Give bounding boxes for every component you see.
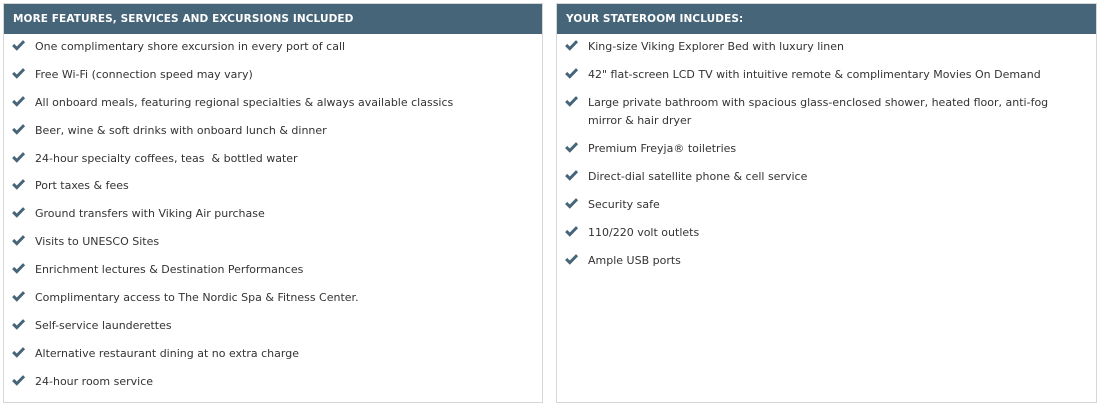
list-item [557, 38, 1096, 57]
list-item-label: One complimentary shore excursion in every port of call [35, 40, 346, 53]
list-item-label: Beer, wine & soft drinks with onboard lunch & dinner [35, 123, 327, 137]
features-panel-title: MORE FEATURES, SERVICES AND EXCURSIONS INCLUDED [4, 4, 542, 34]
stateroom-list [557, 34, 1096, 270]
list-item-label: Premium Freyja® toiletries [588, 142, 737, 156]
list-item [4, 38, 542, 57]
list-item-label: Visits to UNESCO Sites [35, 235, 160, 249]
list-item [4, 94, 542, 113]
list-item-label: 24-hour specialty coffees, teas & bottled water [35, 151, 298, 165]
checkmark-icon [564, 196, 579, 211]
list-item [557, 224, 1096, 243]
list-item [4, 122, 542, 141]
checkmark-icon [11, 38, 26, 53]
checkmark-icon [11, 177, 26, 192]
list-item [4, 233, 542, 252]
list-item-label: Direct-dial satellite phone & cell service [588, 170, 808, 184]
list-item-label: 110/220 volt outlets [588, 225, 700, 239]
list-item [557, 196, 1096, 215]
list-item-label: Free Wi-Fi (connection speed may vary) [35, 67, 253, 81]
list-item [4, 373, 542, 392]
list-item-label: Complimentary access to The Nordic Spa & Fitness Center. [35, 291, 359, 305]
checkmark-icon [564, 38, 579, 53]
list-item [557, 168, 1096, 187]
list-item-label: Ground transfers with Viking Air purchase [35, 207, 265, 221]
checkmark-icon [564, 94, 579, 109]
list-item-label: Large private bathroom with spacious glass-enclosed shower, heated floor, anti-fog mirror & hair dryer [588, 95, 1052, 128]
checkmark-icon [564, 252, 579, 267]
list-item-label: Enrichment lectures & Destination Performances [35, 263, 304, 277]
list-item [557, 94, 1096, 131]
list-item-label: Port taxes & fees [35, 179, 129, 193]
list-item [557, 252, 1096, 271]
list-item-label: Alternative restaurant dining at no extra charge [35, 346, 299, 360]
checkmark-icon [11, 233, 26, 248]
checkmark-icon [11, 122, 26, 137]
checkmark-icon [11, 261, 26, 276]
stateroom-panel-title: YOUR STATEROOM INCLUDES: [557, 4, 1096, 34]
checkmark-icon [11, 345, 26, 360]
checkmark-icon [11, 150, 26, 165]
checkmark-icon [11, 205, 26, 220]
list-item [4, 150, 542, 169]
features-services-panel [3, 3, 543, 403]
features-list [4, 34, 542, 391]
list-item [4, 289, 542, 308]
checkmark-icon [564, 168, 579, 183]
checkmark-icon [11, 317, 26, 332]
checkmark-icon [564, 224, 579, 239]
list-item [557, 66, 1096, 85]
list-item [557, 140, 1096, 159]
checkmark-icon [11, 94, 26, 109]
checkmark-icon [11, 66, 26, 81]
checkmark-icon [11, 373, 26, 388]
list-item-label: Security safe [588, 198, 660, 212]
list-item-label: King-size Viking Explorer Bed with luxury linen [588, 40, 845, 53]
list-item-label: 24-hour room service [35, 374, 154, 388]
list-item [4, 66, 542, 85]
list-item-label: Self-service launderettes [35, 318, 172, 332]
list-item [4, 261, 542, 280]
list-item-label: 42" flat-screen LCD TV with intuitive remote & complimentary Movies On Demand [588, 67, 1041, 81]
list-item [4, 317, 542, 336]
stateroom-panel [556, 3, 1097, 403]
list-item-label: All onboard meals, featuring regional specialties & always available classics [35, 95, 454, 109]
checkmark-icon [11, 289, 26, 304]
list-item-label: Ample USB ports [588, 253, 681, 267]
list-item [4, 345, 542, 364]
list-item [4, 205, 542, 224]
checkmark-icon [564, 66, 579, 81]
list-item [4, 177, 542, 196]
checkmark-icon [564, 140, 579, 155]
